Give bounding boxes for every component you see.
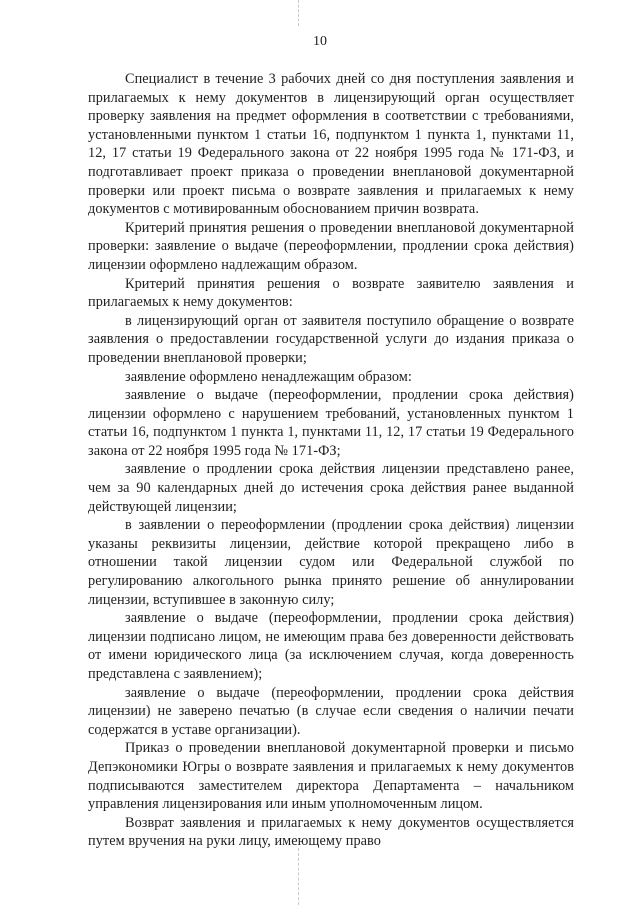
paragraph-specialist-check: Специалист в течение 3 рабочих дней со дня поступления заявления и прилагаемых к нему документов в лицензирующий орган осуществляет проверку заявления на предмет оформления в соответствии с требованиями, установленными пунктом 1 статьи 16, подпунктом 1 пункта 1, пунктами 11, 12, 17 статьи 19 Федерального закона от 22 ноября 1995 года № 171-ФЗ, и подготавливает проект приказа о проведении внеплановой документарной проверки или проект письма о возврате заявления и прилагаемых к нему документов с мотивированным обоснованием причин возврата. xyxy=(88,71,574,218)
page-number: 10 xyxy=(313,34,327,49)
paragraph-return-request: в лицензирующий орган от заявителя поступило обращение о возврате заявления о предоставлении государственной услуги до издания приказа о проведении внеплановой проверки; xyxy=(88,312,574,366)
paragraph-criterion-inspection: Критерий принятия решения о проведении внеплановой документарной проверки: заявление о выдаче (переоформлении, продлении срока действия) лицензии оформлено надлежащим образом. xyxy=(88,219,574,273)
paragraph-requirements-violation: заявление о выдаче (переоформлении, продлении срока действия) лицензии оформлено с нарушением требований, установленных пунктом 1 статьи 16, подпунктом 1 пункта 1, пунктами 11, 12, 17 статьи 19 Федерального закона от 22 ноября 1995 года № 171-ФЗ; xyxy=(88,387,574,459)
paragraph-no-seal: заявление о выдаче (переоформлении, продлении срока действия лицензии) не заверено печатью (в случае если сведения о наличии печати содержатся в уставе организации). xyxy=(88,684,574,738)
paragraph-order-signing: Приказ о проведении внеплановой документарной проверки и письмо Депэкономики Югры о возврате заявления и прилагаемых к нему документов подписываются заместителем директора Департамента – начальником управления лицензирования или иным уполномоченным лицом. xyxy=(88,740,574,813)
top-fold-line xyxy=(298,0,299,26)
paragraph-improper-form: заявление оформлено ненадлежащим образом: xyxy=(125,368,412,385)
document-body xyxy=(88,70,574,851)
paragraph-criterion-return: Критерий принятия решения о возврате заявителю заявления и прилагаемых к нему документов: xyxy=(88,275,574,311)
paragraph-return-delivery: Возврат заявления и прилагаемых к нему документов осуществляется путем вручения на руки лицу, имеющему право xyxy=(88,814,574,850)
bottom-fold-line xyxy=(298,848,299,905)
paragraph-unauthorized-signature: заявление о выдаче (переоформлении, продлении срока действия) лицензии подписано лицом, не имеющим права без доверенности действовать от имени юридического лица (за исключением случая, когда доверенность представлена с заявлением); xyxy=(88,610,574,682)
paragraph-early-extension: заявление о продлении срока действия лицензии представлено ранее, чем за 90 календарных дней до истечения срока действия ранее выданной действующей лицензии; xyxy=(88,461,574,515)
paragraph-terminated-license: в заявлении о переоформлении (продлении срока действия) лицензии указаны реквизиты лицензии, действие которой прекращено либо в отношении такой лицензии судом или Федеральной службой по регулированию алкогольного рынка принято решение об аннулировании лицензии, вступившее в законную силу; xyxy=(88,517,574,608)
